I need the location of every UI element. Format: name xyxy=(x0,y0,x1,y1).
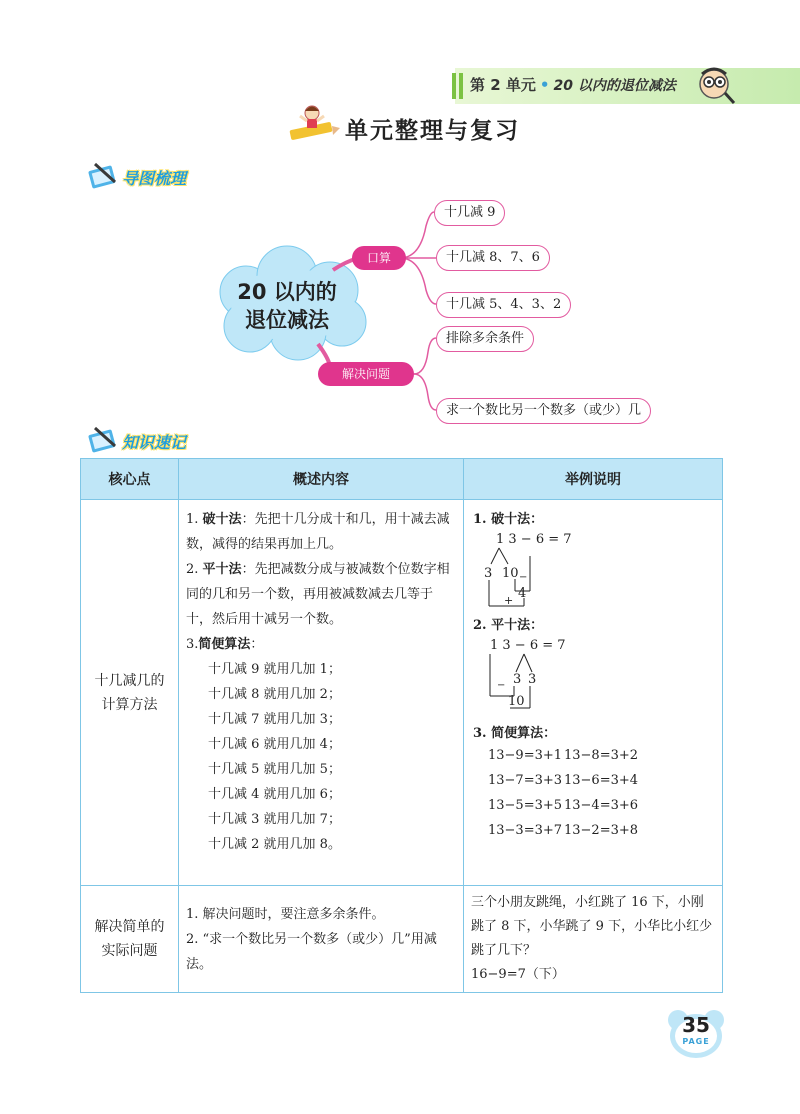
example-1-plus: + xyxy=(504,594,514,607)
row2-example xyxy=(464,886,723,993)
pair-right: 13−4=3+6 xyxy=(564,798,639,813)
branch-problem: 解决问题 xyxy=(318,362,414,386)
example-3-label: 3. 简便算法： xyxy=(473,726,557,741)
example-2-part-a: 3 xyxy=(513,672,522,687)
row1-key-line1: 十几减几的 xyxy=(94,672,165,689)
table-row xyxy=(81,886,723,993)
summary-item: 2. “求一个数比另一个数多（或少）几”用减法。 xyxy=(186,931,437,972)
mindmap-center xyxy=(222,278,352,334)
section-title-mindmap: 导图梳理 xyxy=(122,169,187,188)
example-2-equation: 1 3 − 6 = 7 xyxy=(490,638,566,653)
example-1-part-b: 10 xyxy=(502,566,519,581)
rule-line: 十几减 3 就用几加 7； xyxy=(208,812,341,827)
row1-key xyxy=(81,500,179,886)
col-header-key: 核心点 xyxy=(81,459,179,500)
rule-line: 十几减 8 就用几加 2； xyxy=(208,687,341,702)
row2-key-line2: 实际问题 xyxy=(101,943,158,959)
pair-right: 13−2=3+8 xyxy=(564,823,639,838)
col-header-example: 举例说明 xyxy=(464,459,723,500)
example-2-part-c: 10 xyxy=(508,694,525,709)
row2-summary xyxy=(179,886,464,993)
page-word: PAGE xyxy=(682,1037,710,1046)
item-bold: 简便算法 xyxy=(198,637,251,652)
item-bold: 破十法 xyxy=(202,512,242,527)
col-header-summary: 概述内容 xyxy=(179,459,464,500)
pair-left: 13−5=3+5 xyxy=(488,798,563,813)
rule-line: 十几减 2 就用几加 8。 xyxy=(208,837,341,852)
summary-item-1 xyxy=(186,507,454,557)
table-row xyxy=(81,500,723,886)
example-1-equation: 1 3 − 6 = 7 xyxy=(496,532,572,547)
word-problem-answer: 16−9=7（下） xyxy=(471,967,565,982)
pair-left: 13−3=3+7 xyxy=(488,823,563,838)
leaf-oral-3: 十几减 5、4、3、2 xyxy=(436,292,571,318)
example-1-label: 1. 破十法： xyxy=(473,512,544,527)
leaf-oral-2: 十几减 8、7、6 xyxy=(436,245,550,271)
row1-summary xyxy=(179,500,464,886)
section-title-facts: 知识速记 xyxy=(122,433,187,452)
page-number: 35 xyxy=(682,1013,710,1037)
header-topic: 20 以内的退位减法 xyxy=(553,78,676,94)
rule-line: 十几减 5 就用几加 5； xyxy=(208,762,341,777)
summary-item: 1. 解决问题时，要注意多余条件。 xyxy=(186,906,385,922)
item-colon: ： xyxy=(250,637,264,652)
knowledge-table xyxy=(80,458,723,993)
tablet-pen-icon xyxy=(87,424,121,454)
summary-item-3 xyxy=(186,632,454,657)
table-header-row xyxy=(81,459,723,500)
rule-line: 十几减 7 就用几加 3； xyxy=(208,712,341,727)
rule-line: 十几减 9 就用几加 1； xyxy=(208,662,341,677)
branch-oral: 口算 xyxy=(352,246,406,270)
row2-key xyxy=(81,886,179,993)
pair-left: 13−7=3+3 xyxy=(488,773,563,788)
item-num: 1. xyxy=(186,512,199,527)
leaf-problem-2: 求一个数比另一个数多（或少）几 xyxy=(436,398,651,424)
example-1-minus: − xyxy=(519,572,528,583)
example-2-part-b: 3 xyxy=(528,672,537,687)
row1-key-line2: 计算方法 xyxy=(101,696,158,713)
word-problem: 三个小朋友跳绳，小红跳了 16 下，小刚跳了 8 下，小华跳了 9 下，小华比小红少跳了几下？ xyxy=(471,895,713,958)
mindmap-center-line1: 20 以内的 xyxy=(237,280,337,304)
example-1-part-a: 3 xyxy=(484,566,493,581)
header-dot: • xyxy=(539,76,550,94)
summary-item-2 xyxy=(186,557,454,632)
item-bold: 平十法 xyxy=(202,562,242,577)
rule-line: 十几减 6 就用几加 4； xyxy=(208,737,341,752)
page-title: 单元整理与复习 xyxy=(345,118,520,144)
item-text: ：先把减数分成与被减数个位数字相同的几和另一个数，再用被减数减去几等于十，然后用十减另一个数。 xyxy=(186,562,450,627)
example-2-minus: − xyxy=(497,680,506,691)
pair-right: 13−8=3+2 xyxy=(564,748,639,763)
item-num: 2. xyxy=(186,562,199,577)
item-num: 3. xyxy=(186,637,199,652)
example-2-diagram xyxy=(484,652,564,732)
leaf-oral-1: 十几减 9 xyxy=(434,200,505,226)
pair-left: 13−9=3+1 xyxy=(488,748,563,763)
row2-key-line1: 解决简单的 xyxy=(94,919,165,935)
header-unit: 第 2 单元 xyxy=(470,76,536,94)
rule-line: 十几减 4 就用几加 6； xyxy=(208,787,341,802)
example-1-part-c: 4 xyxy=(518,586,527,601)
pair-right: 13−6=3+4 xyxy=(564,773,639,788)
mindmap-center-line2: 退位减法 xyxy=(245,308,329,332)
row1-example xyxy=(464,500,723,886)
item-text: ：先把十几分成十和几，用十减去减数，减得的结果再加上几。 xyxy=(186,512,450,552)
example-2-label: 2. 平十法： xyxy=(473,618,544,633)
leaf-problem-1: 排除多余条件 xyxy=(436,326,534,352)
